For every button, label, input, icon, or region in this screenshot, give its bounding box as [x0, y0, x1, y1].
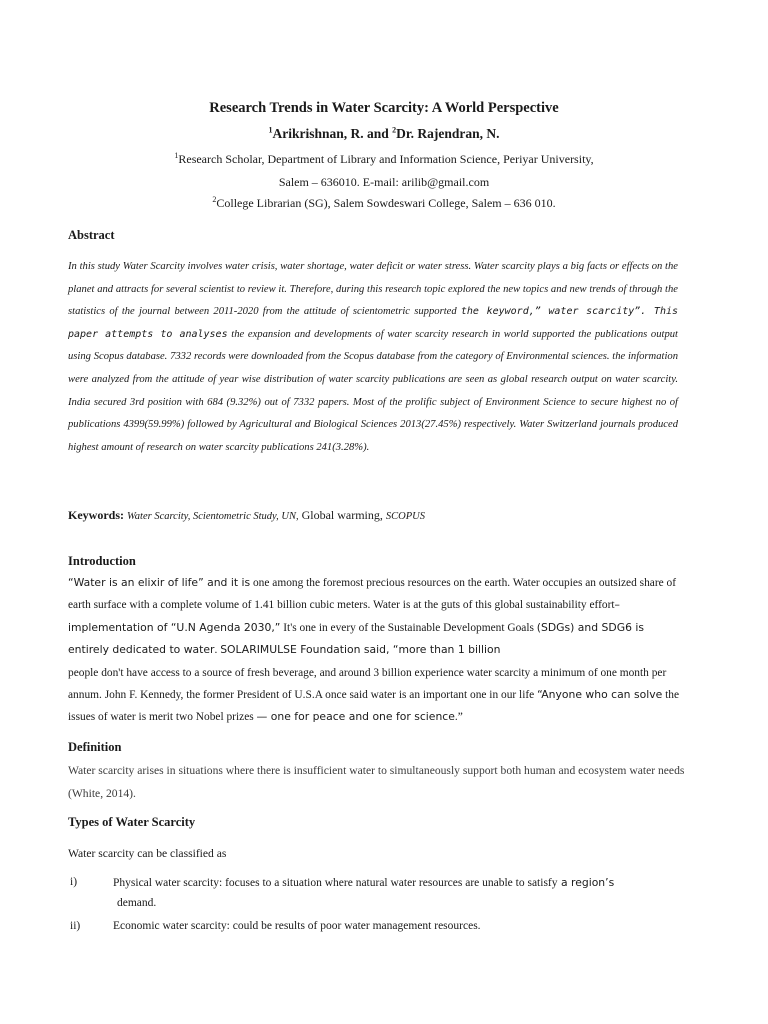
types-intro: Water scarcity can be classified as — [68, 847, 227, 860]
abstract-heading: Abstract — [68, 228, 115, 242]
affiliation-2-text: College Librarian (SG), Salem Sowdeswari College, Salem – 636 010. — [216, 196, 556, 210]
intro-nobel-handwritten: — one for peace and one for science — [256, 710, 455, 724]
intro-text-6: the issues of water is merit two Nobel prizes — [68, 689, 679, 724]
author1-name: Arikrishnan, R. and — [272, 126, 393, 141]
list-item-1-handwritten: a region’s — [557, 876, 615, 889]
affiliation-2-superscript: 2 — [212, 195, 217, 204]
list-item-1-continuation: demand. — [117, 897, 157, 909]
list-item-1-text — [113, 876, 713, 889]
intro-text-5: people don't have access to a source of fresh beverage, and around 3 billion experience water scarcity a minimum of one month per annum. John F. Kennedy, the former President of U.S.A once said water is an important one in our life — [68, 666, 667, 702]
list-item-1-main: Physical water scarcity: focuses to a situation where natural water resources are unable to satisfy — [113, 877, 558, 889]
definition-heading: Definition — [68, 740, 122, 754]
intro-foundation-handwritten: SOLARIMULSE Foundation said, “more than 1 billion — [220, 643, 501, 657]
list-marker-1: i) — [70, 876, 78, 888]
intro-text-2: It's one in every of the Sustainable Development Goals — [280, 621, 534, 634]
introduction-heading: Introduction — [68, 554, 136, 568]
list-marker-2: ii) — [70, 920, 81, 932]
affiliation-1-text: Research Scholar, Department of Library and Information Science, Periyar University, — [178, 152, 594, 166]
intro-text-7: .” — [454, 711, 463, 724]
intro-quote-handwritten: “Water is an elixir of life” and it is — [68, 576, 251, 589]
keywords-label: Keywords: — [68, 508, 124, 522]
affiliation-1-superscript: 1 — [174, 151, 179, 160]
intro-agenda-handwritten: –implementation of “U.N Agenda 2030,” — [68, 598, 620, 634]
list-item-2-text: Economic water scarcity: could be results of poor water management resources. — [113, 920, 481, 932]
author1-superscript: 1 — [268, 125, 273, 135]
author2-name: Dr. Rajendran, N. — [396, 126, 500, 141]
author2-superscript: 2 — [392, 125, 397, 135]
keywords-global-warming: Global warming, — [301, 508, 383, 522]
abstract-body — [68, 256, 678, 459]
abstract-handwritten-phrase: the keyword,” water scarcity”. This paper attempts to analyses — [68, 306, 679, 340]
paper-title: Research Trends in Water Scarcity: A World Perspective — [209, 100, 559, 116]
intro-text-3: . — [214, 644, 221, 657]
keywords-line — [68, 508, 425, 523]
keywords-italic-1: Water Scarcity, Scientometric Study, UN, — [127, 511, 299, 522]
abstract-text-part-2: the expansion and developments of water scarcity research in world supported the publications output using Scopus database. 7332 records were downloaded from the Scopus database from the category of Environmental sciences. the information were analyzed from the attitude of year wise distribution of water scarcity publications are seen as global research output on water scarcity. India secured 3rd position with 684 (9.32%) out of 7332 papers. Most of the prolific subject of Environment Science to secure highest no of publications 4399(59.99%) followed by Agricultural and Biological Sciences 2013(27.45%) respectively. Water Switzerland journals produced highest amount of research on water scarcity publications 241(3.28%). — [68, 328, 678, 453]
intro-text-1: one among the foremost precious resources on the earth. Water occupies an outsized share of earth surface with a complete volume of 1.41 billion cubic meters. Water is at the guts of this global sustainability effort — [68, 577, 677, 612]
intro-sdg-handwritten: (SDGs) and SDG6 is entirely dedicated to water — [68, 620, 645, 657]
introduction-body — [68, 572, 680, 729]
author-line — [0, 126, 768, 142]
affiliation-1-line-1 — [0, 152, 768, 167]
abstract-text-part-1: In this study Water Scarcity involves water crisis, water shortage, water deficit or water stress. Water scarcity plays a big facts or effects on the planet and attracts for several scientist to review it. Therefore, during this research topic explored the new topics and new trends of through the statistics of the journal between 2011-2020 from the attitude of scientometric supported — [68, 261, 678, 318]
intro-anyone-handwritten: “Anyone who can solve — [537, 688, 663, 702]
keywords-scopus: SCOPUS — [385, 511, 425, 522]
affiliation-2-line — [0, 196, 768, 211]
types-heading: Types of Water Scarcity — [68, 815, 196, 829]
introduction-paragraph-1 — [68, 572, 680, 662]
introduction-paragraph-2 — [68, 662, 680, 729]
affiliation-1-line-2: Salem – 636010. E-mail: arilib@gmail.com — [278, 175, 490, 189]
definition-text: Water scarcity arises in situations where there is insufficient water to simultaneously support both human and ecosystem water needs (White, 2014). — [68, 764, 685, 800]
